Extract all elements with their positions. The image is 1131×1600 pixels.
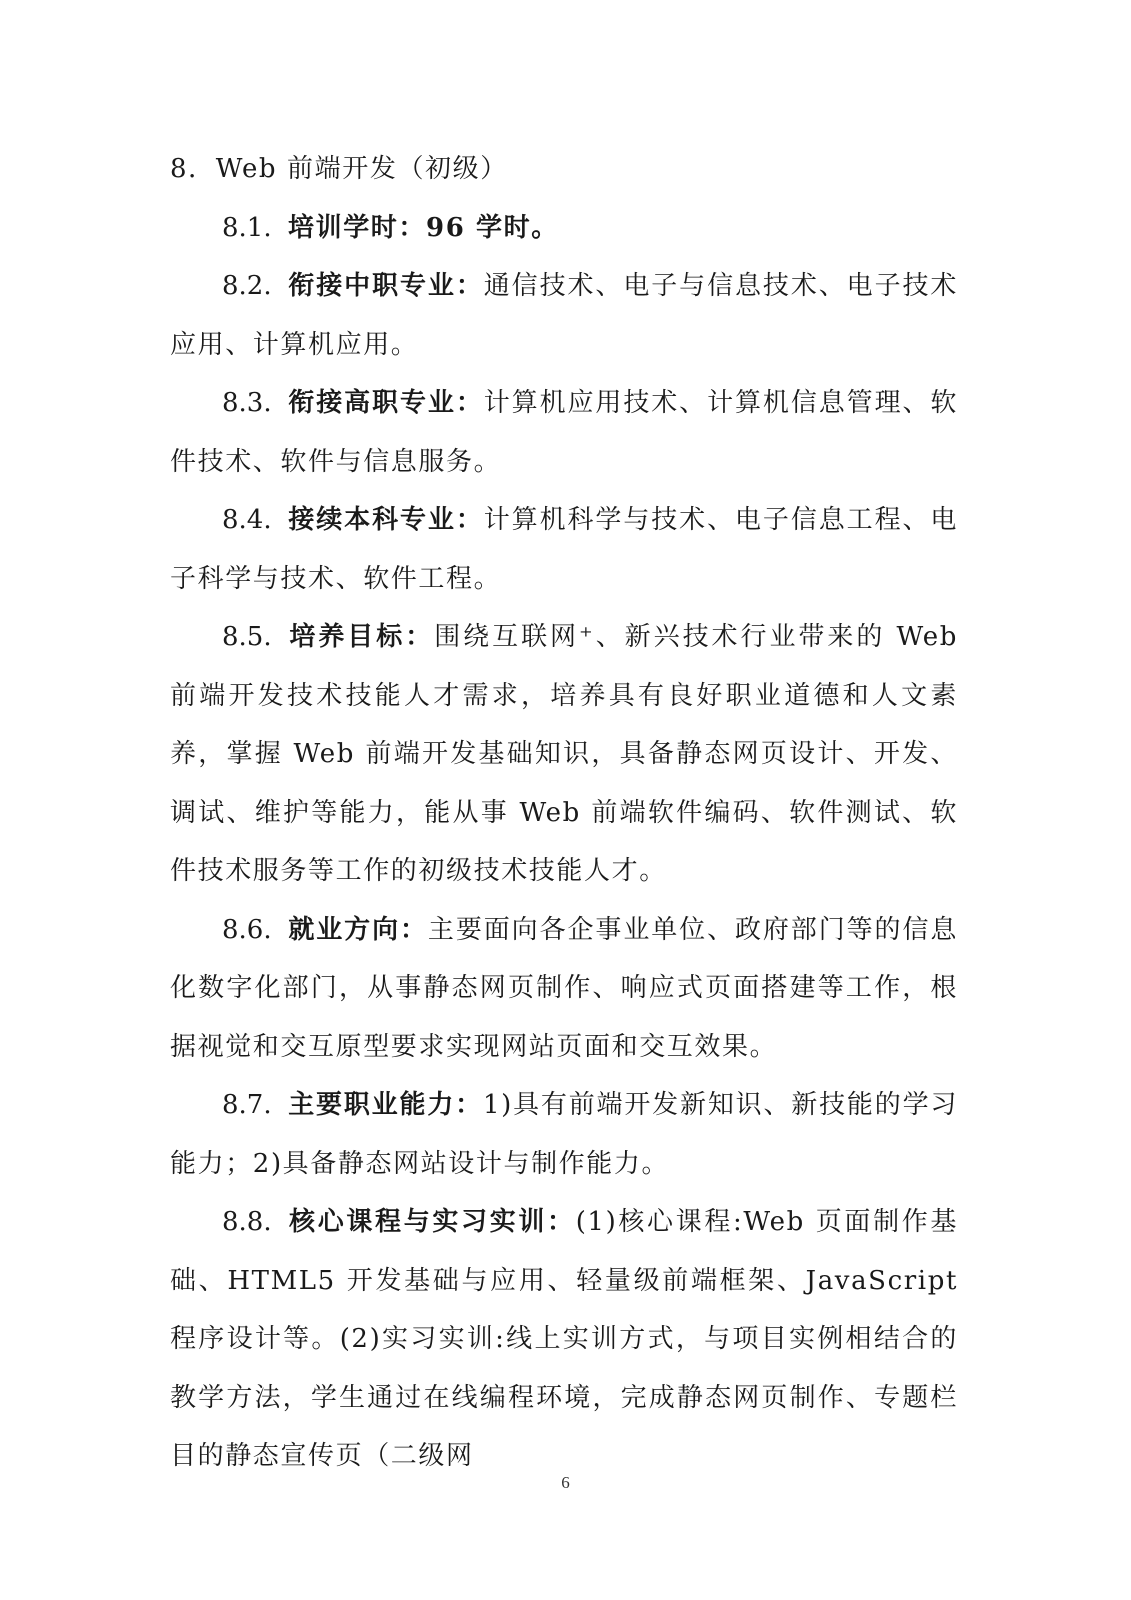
item-text: 围绕互联网⁺、新兴技术行业带来的 Web 前端开发技术技能人才需求，培养具有良好职业道德和人文素养，掌握 Web 前端开发基础知识，具备静态网页设计、开发、调试、维护等能力，能从事 Web 前端软件编码、软件测试、软件技术服务等工作的初级技术技能人才。 — [170, 622, 958, 886]
paragraph-8-5 — [170, 608, 958, 901]
paragraph-8-1 — [170, 199, 958, 258]
paragraph-8-8 — [170, 1193, 958, 1486]
item-number: 8.4. — [222, 505, 272, 535]
item-number: 8.8. — [222, 1207, 272, 1237]
item-label: 主要职业能力： — [288, 1090, 483, 1120]
item-text: (1)核心课程:Web 页面制作基础、HTML5 开发基础与应用、轻量级前端框架、JavaScript 程序设计等。(2)实习实训:线上实训方式，与项目实例相结合的教学方法，学生通过在线编程环境，完成静态网页制作、专题栏目的静态宣传页（二级网 — [170, 1207, 958, 1471]
item-text: 主要面向各企事业单位、政府部门等的信息化数字化部门，从事静态网页制作、响应式页面搭建等工作，根据视觉和交互原型要求实现网站页面和交互效果。 — [170, 914, 958, 1062]
paragraph-8-2 — [170, 257, 958, 374]
item-number: 8.5. — [222, 622, 272, 652]
page-number: 6 — [561, 1473, 570, 1492]
document-body — [170, 140, 958, 1486]
paragraph-8-4 — [170, 491, 958, 608]
item-number: 8.2. — [222, 271, 272, 301]
item-number: 8.3. — [222, 388, 272, 418]
item-label: 核心课程与实习实训： — [288, 1207, 576, 1237]
item-text: 计算机科学与技术、电子信息工程、电子科学与技术、软件工程。 — [170, 505, 958, 594]
item-text: 通信技术、电子与信息技术、电子技术应用、计算机应用。 — [170, 271, 958, 360]
item-label: 接续本科专业： — [288, 505, 484, 535]
item-label: 就业方向： — [288, 914, 428, 945]
item-number: 8.6. — [222, 914, 272, 945]
item-label: 衔接中职专业： — [288, 271, 484, 301]
paragraph-8-6 — [170, 901, 958, 1077]
item-label: 培养目标： — [288, 622, 435, 652]
section-heading: 8．Web 前端开发（初级） — [170, 154, 508, 184]
item-label: 衔接高职专业： — [288, 388, 484, 418]
paragraph-8-7 — [170, 1076, 958, 1193]
item-label: 培训学时：96 学时。 — [288, 212, 559, 243]
paragraph-8-3 — [170, 374, 958, 491]
item-number: 8.1. — [222, 212, 272, 243]
item-text: 1)具有前端开发新知识、新技能的学习能力；2)具备静态网站设计与制作能力。 — [170, 1090, 958, 1179]
item-text: 计算机应用技术、计算机信息管理、软件技术、软件与信息服务。 — [170, 388, 958, 477]
item-number: 8.7. — [222, 1090, 272, 1120]
